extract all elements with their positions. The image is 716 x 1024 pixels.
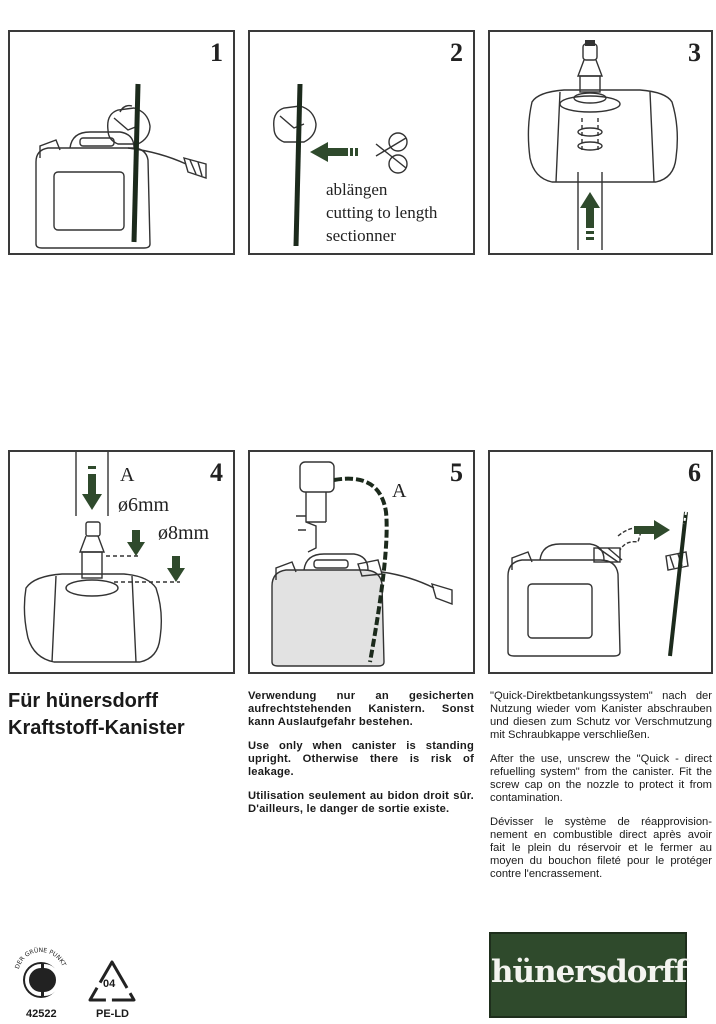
diameter-8mm: ø8mm bbox=[158, 522, 210, 544]
step-3-illustration bbox=[490, 32, 711, 253]
step-1-illustration bbox=[10, 32, 233, 253]
hose-label-a: A bbox=[392, 480, 407, 502]
step-6-panel bbox=[488, 450, 713, 674]
step-4-panel bbox=[8, 450, 235, 674]
step-2-caption bbox=[326, 178, 437, 247]
down-arrow-icon bbox=[82, 474, 102, 510]
step-3-panel bbox=[488, 30, 713, 255]
step-number: 6 bbox=[688, 458, 701, 487]
recycling-material: PE-LD bbox=[96, 1008, 129, 1020]
recycling-mark bbox=[86, 958, 138, 1024]
after-use-note-de: "Quick-Direktbetankungssystem" nach der Nutzung wieder vom Kanister abschrauben und diesen zum Schutz vor Verschmutzung mit Schraubkappe verschließen. bbox=[490, 690, 712, 741]
step-5-panel bbox=[248, 450, 475, 674]
step-1-panel bbox=[8, 30, 235, 255]
usage-notes bbox=[248, 690, 474, 827]
usage-note-de: Verwendung nur an gesicherten aufrechtstehenden Kanistern. Sonst kann Auslaufgefahr bestehen. bbox=[248, 690, 474, 728]
green-dot-mark bbox=[10, 944, 72, 1024]
after-use-notes bbox=[490, 690, 712, 892]
brand-logo bbox=[489, 932, 687, 1018]
diameter-6mm: ø6mm bbox=[118, 494, 170, 516]
caption-fr: sectionner bbox=[326, 226, 396, 245]
recycling-code: 04 bbox=[103, 978, 116, 990]
up-arrow-icon bbox=[580, 192, 600, 228]
heading-line-2: Kraftstoff-Kanister bbox=[8, 717, 185, 739]
left-arrow-icon bbox=[310, 142, 348, 162]
after-use-note-fr: Dévisser le système de réapprovision-nement en combustible direct après avoir fait le plein du réservoir et le fermer au moyen du bouchon fileté pour le protéger contre l'encrassement. bbox=[490, 816, 712, 880]
step-number: 3 bbox=[688, 38, 701, 67]
step-4-illustration bbox=[10, 452, 233, 672]
right-arrow-icon bbox=[634, 520, 670, 540]
down-arrow-icon bbox=[167, 556, 185, 582]
down-arrow-icon bbox=[127, 530, 145, 556]
step-2-panel bbox=[248, 30, 475, 255]
after-use-note-en: After the use, unscrew the "Quick - direct refuelling system" from the canister. Fit the screw cap on the nozzle to protect it from contamination. bbox=[490, 753, 712, 804]
brand-name: hünersdorff bbox=[491, 954, 687, 990]
step-number: 4 bbox=[210, 458, 223, 487]
step-number: 2 bbox=[450, 38, 463, 67]
green-dot-code: 42522 bbox=[26, 1008, 57, 1020]
caption-en: cutting to length bbox=[326, 203, 438, 222]
usage-note-fr: Utilisation seulement au bidon droit sûr. D'ailleurs, le danger de sortie existe. bbox=[248, 790, 474, 815]
hose-label-a: A bbox=[120, 464, 135, 486]
green-dot-ring-text: DER GRÜNE PUNKT bbox=[13, 946, 68, 970]
heading-line-1: Für hünersdorff bbox=[8, 690, 158, 712]
caption-de: ablängen bbox=[326, 180, 388, 199]
green-dot-icon bbox=[10, 944, 72, 1006]
product-heading bbox=[8, 688, 185, 742]
step-number: 1 bbox=[210, 38, 223, 67]
step-number: 5 bbox=[450, 458, 463, 487]
usage-note-en: Use only when canister is standing upright. Otherwise there is risk of leakage. bbox=[248, 740, 474, 778]
step-5-illustration bbox=[250, 452, 473, 672]
step-6-illustration bbox=[490, 452, 711, 672]
